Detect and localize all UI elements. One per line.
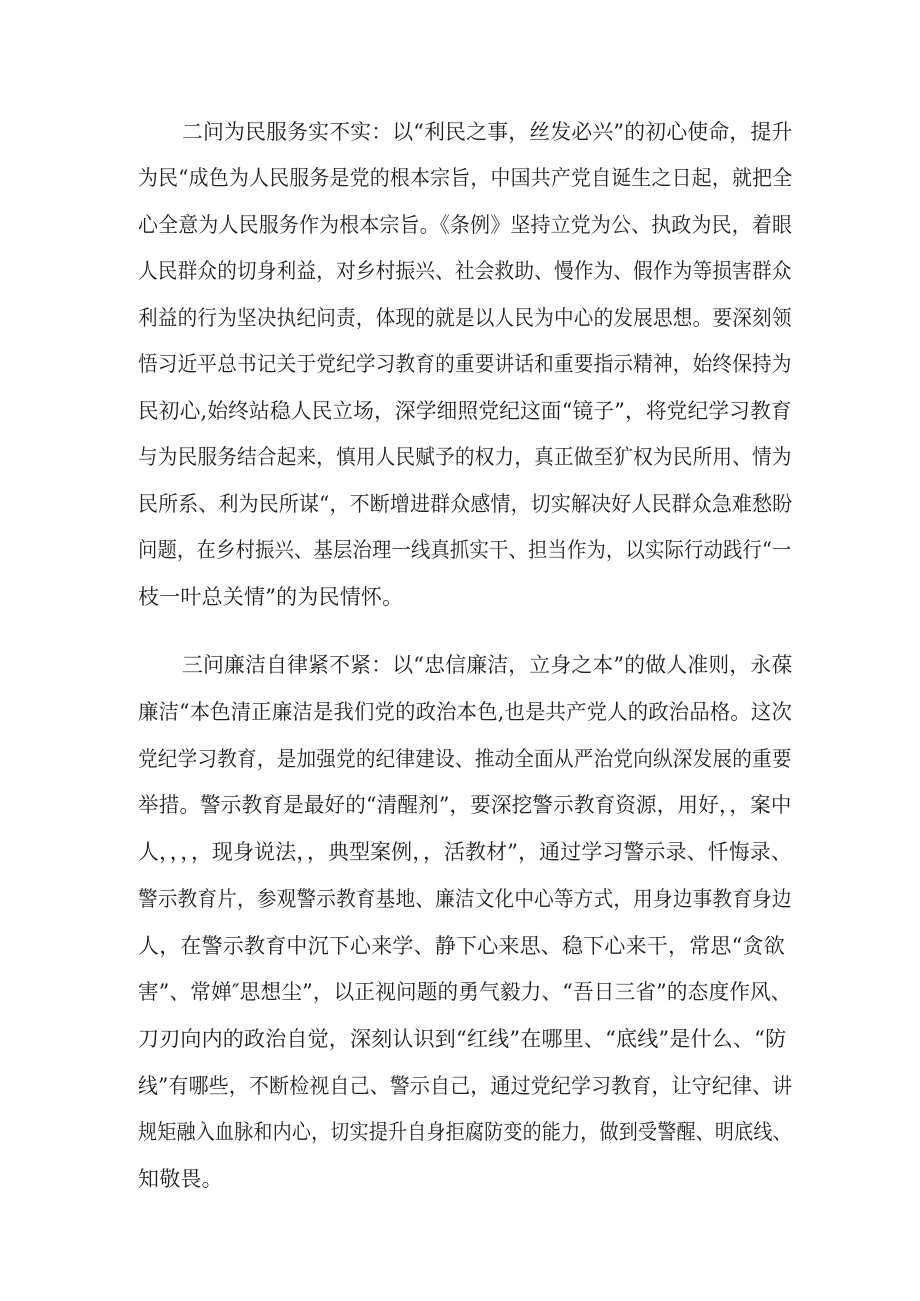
text-line: 害”、常婵″思想尘”，以正视问题的勇气毅力、“吾日三省”的态度作风、 [138,980,792,1004]
text-line: 利益的行为坚决执纪问责，体现的就是以人民为中心的发展思想。要深刻领 [138,306,792,330]
text-line: 规矩融入血脉和内心，切实提升自身拒腐防变的能力，做到受警醒、明底线、 [138,1120,792,1144]
text-line: 举措。警示教育是最好的“清醒剂”，要深挖警示教育资源，用好，，案中 [138,793,792,817]
text-line: 线”有哪些，不断检视自己、警示自己，通过党纪学习教育，让守纪律、讲 [138,1074,793,1098]
text-line: 悟习近平总书记关于党纪学习教育的重要讲话和重要指示精神，始终保持为 [138,352,792,376]
text-line: 枝一叶总关情”的为民情怀。 [138,585,404,609]
text-line: 党纪学习教育，是加强党的纪律建设、推动全面从严治党向纵深发展的重要 [138,747,792,771]
text-line: 二问为民服务实不实：以“利民之事，丝发必兴”的初心使命，提升 [182,120,793,144]
text-line: 民所系、利为民所谋“，不断增进群众感情，切实解决好人民群众急难愁盼 [138,492,793,516]
text-line: 民初心,始终站稳人民立场，深学细照党纪这面“镜子”，将党纪学习教育 [138,399,792,423]
text-line: 与为民服务结合起来，慎用人民赋予的权力，真正做至犷权为民所用、情为 [138,445,792,469]
text-line: 廉洁“本色清正廉洁是我们党的政治本色,也是共产党人的政治品格。这次 [138,700,793,724]
text-line: 三问廉洁自律紧不紧：以“忠信廉洁，立身之本”的做人准则，永葆 [182,653,793,677]
text-line: 人民群众的切身利益，对乡村振兴、社会救助、慢作为、假作为等损害群众 [138,259,792,283]
text-line: 刀刃向内的政治自觉，深刻认识到“红线”在哪里、“底线”是什么、“防 [138,1027,787,1051]
text-line: 警示教育片，参观警示教育基地、廉洁文化中心等方式，用身边事教育身边 [138,887,792,911]
text-line: 为民“成色为人民服务是党的根本宗旨，中国共产党自诞生之日起，就把全 [138,166,793,190]
text-line: 心全意为人民服务作为根本宗旨。《条例》坚持立党为公、执政为民，着眼 [138,213,793,237]
text-line: 问题，在乡村振兴、基层治理一线真抓实干、担当作为，以实际行动践行“一 [138,538,792,562]
text-line: 人，，，，现身说法，，典型案例，，活教材”，通过学习警示录、忏悔录、 [138,840,793,864]
text-line: 知敬畏。 [138,1167,223,1191]
text-line: 人，在警示教育中沉下心来学、静下心来思、稳下心来干，常思“贪欲 [138,934,785,958]
